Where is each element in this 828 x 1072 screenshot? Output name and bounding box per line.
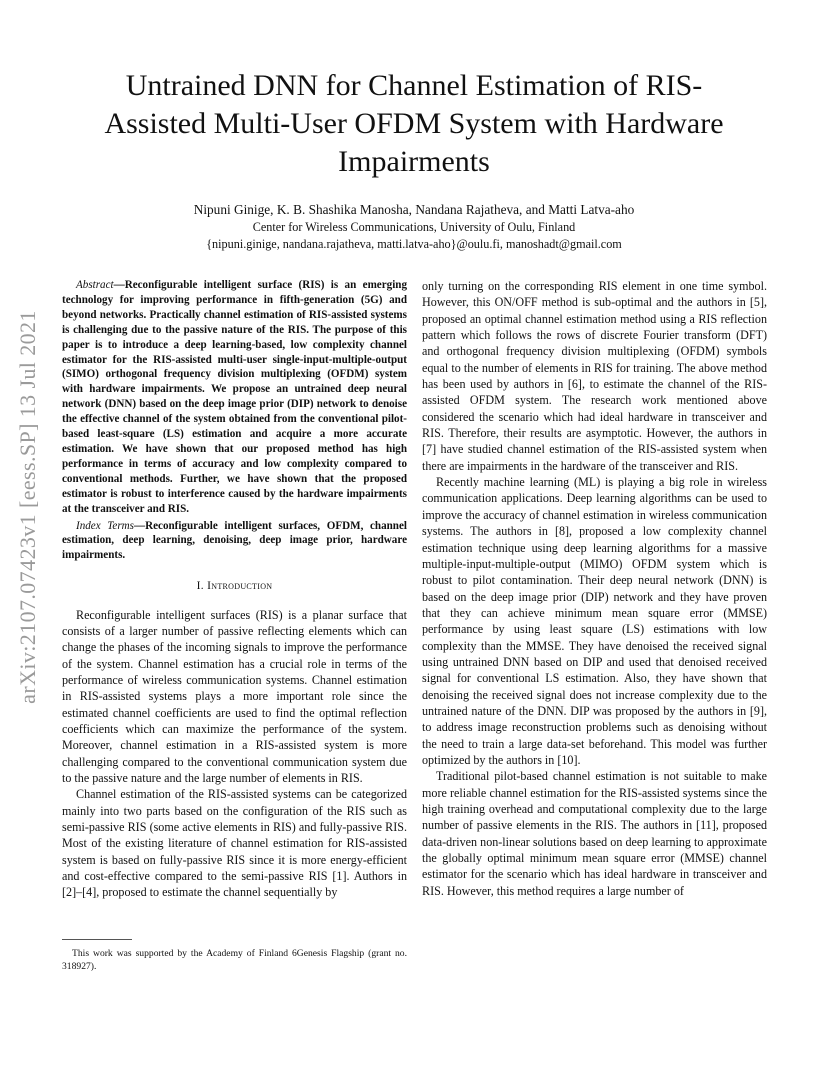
section-title: Introduction [207,580,273,593]
affiliation: Center for Wireless Communications, University of Oulu, Finland [252,220,576,234]
funding-footnote: This work was supported by the Academy of Finland 6Genesis Flagship (grant no. 318927). [62,948,407,972]
index-terms-lead: Index Terms [76,519,134,532]
arxiv-identifier[interactable]: arXiv:2107.07423v1 [eess.SP] 13 Jul 2021 [15,310,40,704]
intro-paragraph-1: Reconfigurable intelligent surfaces (RIS) is a planar surface that consists of a larger number of passive reflecting elements which can change the phases of the incoming signals to improve the performance of the system. Channel estimation has a crucial role in terms of the performance of wireless communication systems. Channel estimation in RIS-assisted systems plays a more important role since the estimated channel coefficients are used to find the optimal reflection coefficients which can maximize the performance of the system. Moreover, channel estimation in a RIS-assisted system is more challenging compared to the conventional communication system due to the passive nature and the large number of elements in RIS. [62,607,407,785]
index-terms [62,519,407,564]
intro-paragraph-3: only turning on the corresponding RIS element in one time symbol. However, this ON/OFF method is sub-optimal and the authors in [5], proposed an optimal channel estimation method using a RIS reflection pattern which follows the rows of discrete Fourier transform (DFT) and orthogonal frequency division multiplexing (OFDM) symbols equal to the number of elements in RIS for training. The above method has been used by authors in [6], to estimate the channel of the RIS-assisted OFDM system. The research work mentioned above considered the scenario which had ideal hardware in transceiver and RIS. Therefore, their results are asymptotic. However, the authors in [7] have studied channel estimation of the RIS-assisted system when there are impairments in the hardware of the transceiver and RIS. [422,279,767,473]
right-column [422,278,767,899]
author-emails: {nipuni.ginige, nandana.rajatheva, matti.latva-aho}@oulu.fi, manoshadt@gmail.com [206,237,622,251]
footnote-divider [62,939,132,940]
abstract-text: —Reconfigurable intelligent surface (RIS) is an emerging technology for improving performance in fifth-generation (5G) and beyond networks. Practically channel estimation of RIS-assisted systems is challenging due to the passive nature of the RIS. The purpose of this paper is to introduce a deep learning-based, low complexity channel estimator for the RIS-assisted multi-user single-input-multiple-output (SIMO) orthogonal frequency division multiplexing (OFDM) system with hardware impairments. We propose an untrained deep neural network (DNN) based on the deep image prior (DIP) network to denoise the effective channel of the system obtained from the conventional pilot-based least-square (LS) estimation and acquire a more accurate estimation. We have shown that our proposed method has high performance in terms of accuracy and low complexity compared to conventional methods. Further, we have shown that the proposed estimator is robust to interference caused by the hardware impairments at the transceiver and RIS. [62,279,407,515]
intro-paragraph-2: Channel estimation of the RIS-assisted systems can be categorized mainly into two parts based on the configuration of the RIS such as semi-passive RIS (some active elements in RIS) and fully-passive RIS. Most of the existing literature of channel estimation for RIS-assisted system is based on fully-passive RIS since it is more energy-efficient and cost-effective compared to the semi-passive RIS [1]. Authors in [2]–[4], proposed to estimate the channel sequentially by [62,787,407,900]
intro-paragraph-5: Traditional pilot-based channel estimation is not suitable to make more reliable channel estimation for the RIS-assisted systems since the high training overhead and computational complexity due to the large number of passive elements in the RIS. The authors in [11], proposed data-driven non-linear solutions based on deep learning to approximate the globally optimal minimum mean square error (MMSE) channel estimator for the scenario which has ideal hardware in transceiver and RIS. However, this method requires a large number of [422,769,767,898]
abstract-lead: Abstract [76,279,114,291]
section-number: I. [196,580,204,593]
paper-title: Untrained DNN for Channel Estimation of RIS-Assisted Multi-User OFDM System with Hardware Impairments [104,69,724,178]
arxiv-watermark [6,264,50,750]
abstract [62,278,407,517]
left-column [62,278,407,901]
section-heading-introduction [62,578,407,594]
index-terms-text: —Reconfigurable intelligent surfaces, OFDM, channel estimation, deep learning, denoising, deep image prior, hardware impairments. [62,519,407,562]
intro-paragraph-4: Recently machine learning (ML) is playing a big role in wireless communication applications. Deep learning algorithms can be used to improve the accuracy of channel estimation in wireless communication systems. The authors in [8], proposed a low complexity channel estimation technique using deep learning algorithms for a massive multiple-input-multiple-output (MIMO) OFDM system which is robust to pilot contamination. Their deep neural network (DNN) is based on the deep image prior (DIP) network and they have proven that they can achieve minimum mean square error (MMSE) performance by using least square (LS) estimations with low complexity than the MMSE. They have denoised the received signal using untrained DNN based on DIP and used that denoised received signal for conventional LS estimation. Also, they have shown that denoising the received signal does not increase complexity due to the untrained nature of the DNN. DIP was proposed by the authors in [9], to address image reconstruction problems such as denoising without the need to train a large data-set beforehand. This model was further optimized by the authors in [10]. [422,475,767,767]
author-list: Nipuni Ginige, K. B. Shashika Manosha, Nandana Rajatheva, and Matti Latva-aho [193,202,635,217]
